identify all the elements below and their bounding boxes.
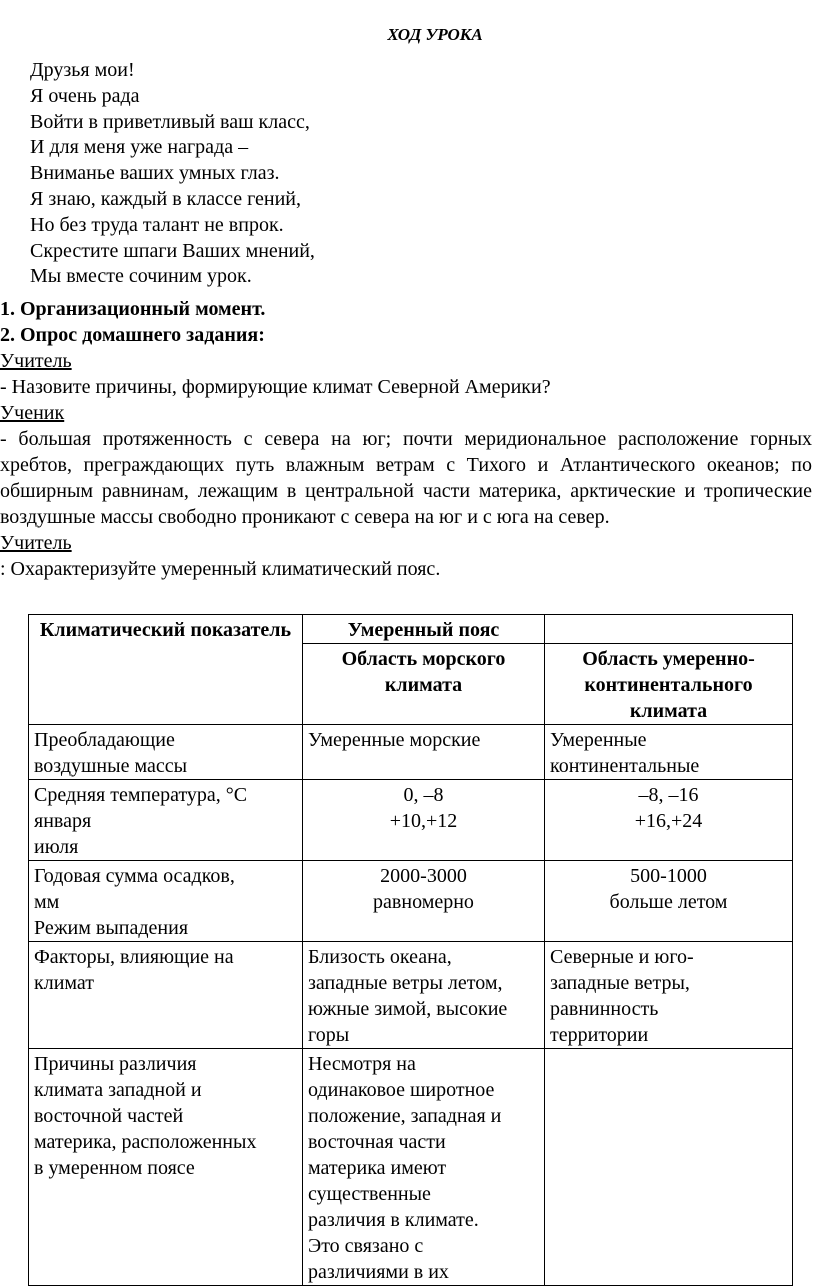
poem-line: Но без труда талант не впрок.	[30, 213, 284, 236]
cell-line: климат	[34, 972, 95, 994]
cell-line: 500-1000	[630, 865, 707, 887]
header-continental-climate: Область умеренно-континентального климата	[545, 644, 793, 725]
cell-line: +16,+24	[634, 810, 703, 832]
cell-line: различия в климате.	[308, 1209, 479, 1231]
cell-line: в умеренном поясе	[34, 1157, 195, 1179]
table-cell-label	[29, 780, 303, 861]
cell-line: воздушные массы	[34, 755, 188, 777]
table-row	[29, 725, 793, 780]
cell-line: Причины различия	[34, 1053, 197, 1075]
header-belt: Умеренный пояс	[303, 615, 545, 644]
cell-line: равномерно	[373, 891, 474, 913]
table-cell-cont	[545, 1049, 793, 1286]
speaker-label-student: Ученик	[0, 402, 65, 424]
table-cell-label	[29, 1049, 303, 1286]
table-cell-label	[29, 942, 303, 1049]
table-cell-cont	[545, 942, 793, 1049]
cell-line: +10,+12	[389, 810, 458, 832]
lesson-body	[0, 296, 812, 582]
cell-line: различиями в их	[308, 1261, 449, 1283]
cell-line: Преобладающие	[34, 729, 175, 751]
cell-line: Годовая сумма осадков,	[34, 865, 235, 887]
header-empty-cell	[545, 615, 793, 644]
cell-line: 0, –8	[403, 784, 444, 806]
poem-line: Друзья мои!	[30, 59, 135, 81]
cell-line: мм	[34, 891, 60, 913]
header-indicator: Климатический показатель	[29, 615, 303, 725]
poem	[30, 57, 315, 289]
table-row	[29, 861, 793, 942]
section-heading-organizational: 1. Организационный момент.	[0, 298, 266, 320]
header-sea-climate: Область морского климата	[303, 644, 545, 725]
cell-line: Средняя температура, °С	[34, 784, 248, 806]
cell-line: января	[34, 810, 92, 832]
table-row	[29, 780, 793, 861]
cell-line: восточной частей	[34, 1105, 184, 1127]
cell-line: южные зимой, высокие	[308, 998, 508, 1020]
cell-line: западные ветры,	[550, 972, 690, 994]
cell-line: Режим выпадения	[34, 917, 189, 939]
cell-line: –8, –16	[638, 784, 699, 806]
table-cell-label	[29, 861, 303, 942]
cell-line: июля	[34, 836, 79, 858]
cell-line: равнинность	[550, 998, 659, 1020]
cell-line: западные ветры летом,	[308, 972, 503, 994]
teacher-task: : Охарактеризуйте умеренный климатический пояс.	[0, 558, 441, 580]
poem-line: Скрестите шпаги Ваших мнений,	[30, 239, 315, 262]
student-answer: - большая протяженность с севера на юг; почти меридиональное расположение горных хребтов, преграждающих путь влажным ветрам с Тихого и Атлантического океанов; по обширным равнинам, лежащим в центральной части материка, арктические и тропические воздушные массы свободно проникают с севера на юг и с юга на север.	[0, 428, 812, 528]
table-cell-label	[29, 725, 303, 780]
cell-line: Факторы, влияющие на	[34, 946, 234, 968]
cell-line: Северные и юго-	[550, 946, 694, 968]
section-heading-homework: 2. Опрос домашнего задания:	[0, 324, 265, 346]
cell-line: восточная части	[308, 1131, 446, 1153]
poem-line: И для меня уже награда –	[30, 136, 249, 159]
cell-line: Умеренные морские	[308, 729, 481, 751]
poem-line: Я очень рада	[30, 84, 140, 107]
cell-line: Несмотря на	[308, 1053, 416, 1075]
cell-line: положение, западная и	[308, 1105, 502, 1127]
cell-line: материка имеют	[308, 1157, 447, 1179]
poem-line: Я знаю, каждый в классе гений,	[30, 187, 302, 210]
climate-table	[28, 614, 793, 1286]
cell-line: Близость океана,	[308, 946, 452, 968]
cell-line: 2000-3000	[380, 865, 467, 887]
table-cell-cont	[545, 861, 793, 942]
cell-line: существенные	[308, 1183, 431, 1205]
table-cell-sea	[303, 1049, 545, 1286]
cell-line: материка, расположенных	[34, 1131, 257, 1153]
poem-line: Войти в приветливый ваш класс,	[30, 110, 310, 133]
cell-line: Это связано с	[308, 1235, 424, 1257]
table-cell-sea	[303, 780, 545, 861]
table-cell-cont	[545, 780, 793, 861]
climate-table-body	[29, 615, 793, 1286]
cell-line: территории	[550, 1024, 649, 1046]
table-cell-sea	[303, 861, 545, 942]
table-cell-sea	[303, 725, 545, 780]
speaker-label-teacher: Учитель	[0, 532, 72, 554]
table-row	[29, 1049, 793, 1286]
cell-line: горы	[308, 1024, 350, 1046]
table-cell-sea	[303, 942, 545, 1049]
speaker-label-teacher: Учитель	[0, 350, 72, 372]
cell-line: климата западной и	[34, 1079, 202, 1101]
teacher-question: - Назовите причины, формирующие климат Северной Америки?	[0, 376, 551, 398]
table-row	[29, 942, 793, 1049]
lesson-title: ХОД УРОКА	[387, 25, 483, 44]
table-header-row	[29, 615, 793, 644]
cell-line: больше летом	[609, 891, 728, 913]
poem-line: Вниманье ваших умных глаз.	[30, 162, 280, 185]
table-cell-cont	[545, 725, 793, 780]
poem-line: Мы вместе сочиним урок.	[30, 265, 252, 288]
cell-line: Умеренные	[550, 729, 647, 751]
cell-line: одинаковое широтное	[308, 1079, 495, 1101]
cell-line: континентальные	[550, 755, 700, 777]
